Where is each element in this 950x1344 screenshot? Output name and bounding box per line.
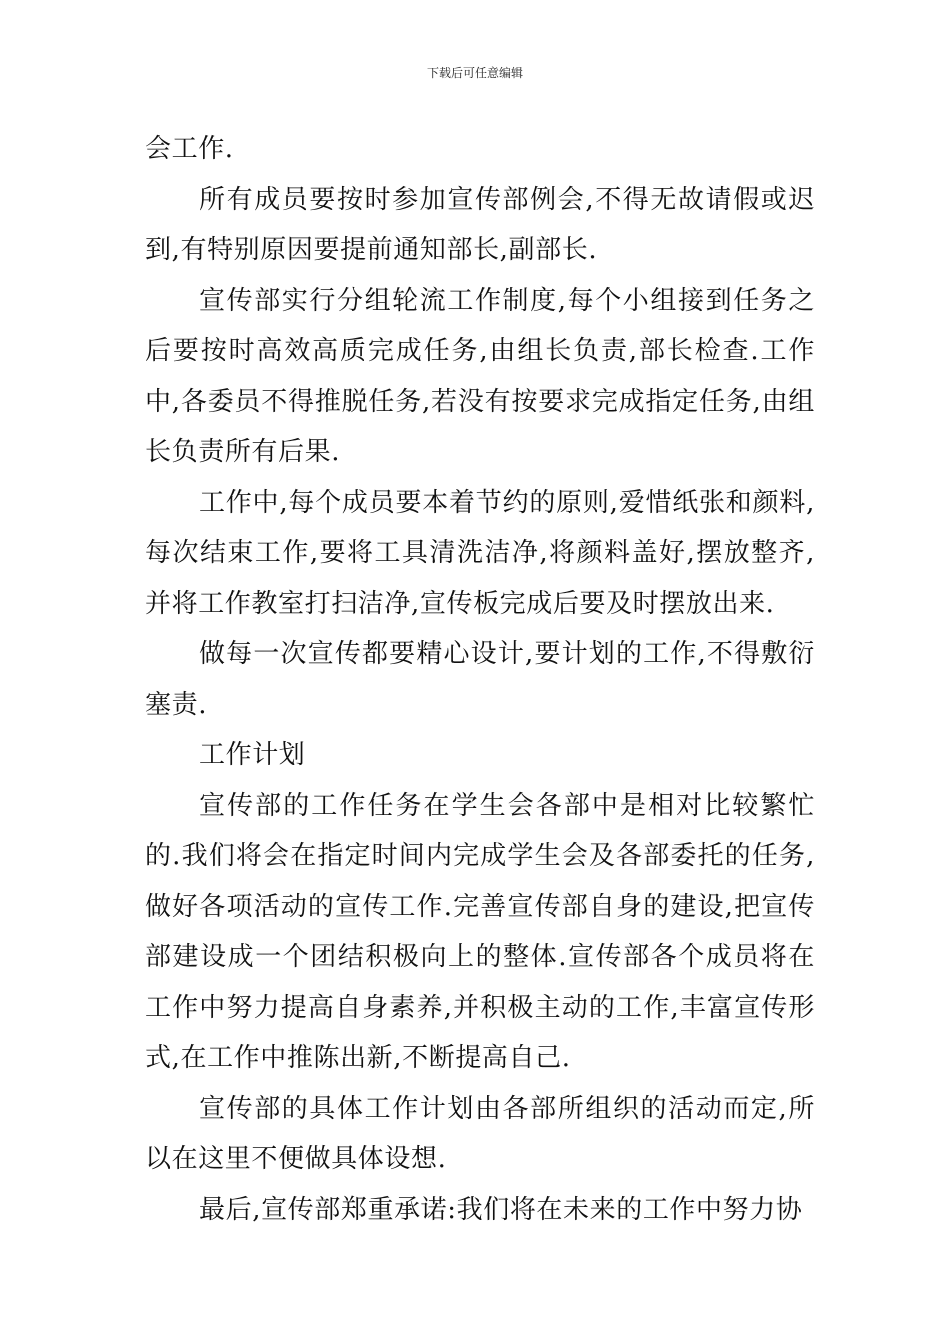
paragraph-specific-plan: 宣传部的具体工作计划由各部所组织的活动而定,所以在这里不便做具体设想. <box>145 1093 815 1174</box>
paragraph-commitment: 最后,宣传部郑重承诺:我们将在未来的工作中努力协 <box>199 1194 803 1225</box>
document-body <box>145 124 815 1235</box>
paragraph-continuation: 会工作. <box>145 134 234 164</box>
section-heading-work-plan: 工作计划 <box>199 740 306 770</box>
page-header: 下载后可任意编辑 <box>426 66 523 80</box>
paragraph-group-rotation: 宣传部实行分组轮流工作制度,每个小组接到任务之后要按时高效高质完成任务,由组长负责,部长检查.工作中,各委员不得推脱任务,若没有按要求完成指定任务,由组长负责所有后果. <box>145 285 815 467</box>
paragraph-work-tasks: 宣传部的工作任务在学生会各部中是相对比较繁忙的.我们将会在指定时间内完成学生会及各部委托的任务,做好各项活动的宣传工作.完善宣传部自身的建设,把宣传部建设成一个团结积极向上的整体.宣传部各个成员将在工作中努力提高自身素养,并积极主动的工作,丰富宣传形式,在工作中推陈出新,不断提高自己. <box>145 790 815 1073</box>
paragraph-careful-design: 做每一次宣传都要精心设计,要计划的工作,不得敷衍塞责. <box>145 639 815 720</box>
paragraph-meeting-rules: 所有成员要按时参加宣传部例会,不得无故请假或迟到,有特别原因要提前通知部长,副部长. <box>145 184 815 265</box>
paragraph-saving-materials: 工作中,每个成员要本着节约的原则,爱惜纸张和颜料,每次结束工作,要将工具清洗洁净,将颜料盖好,摆放整齐,并将工作教室打扫洁净,宣传板完成后要及时摆放出来. <box>145 487 815 619</box>
